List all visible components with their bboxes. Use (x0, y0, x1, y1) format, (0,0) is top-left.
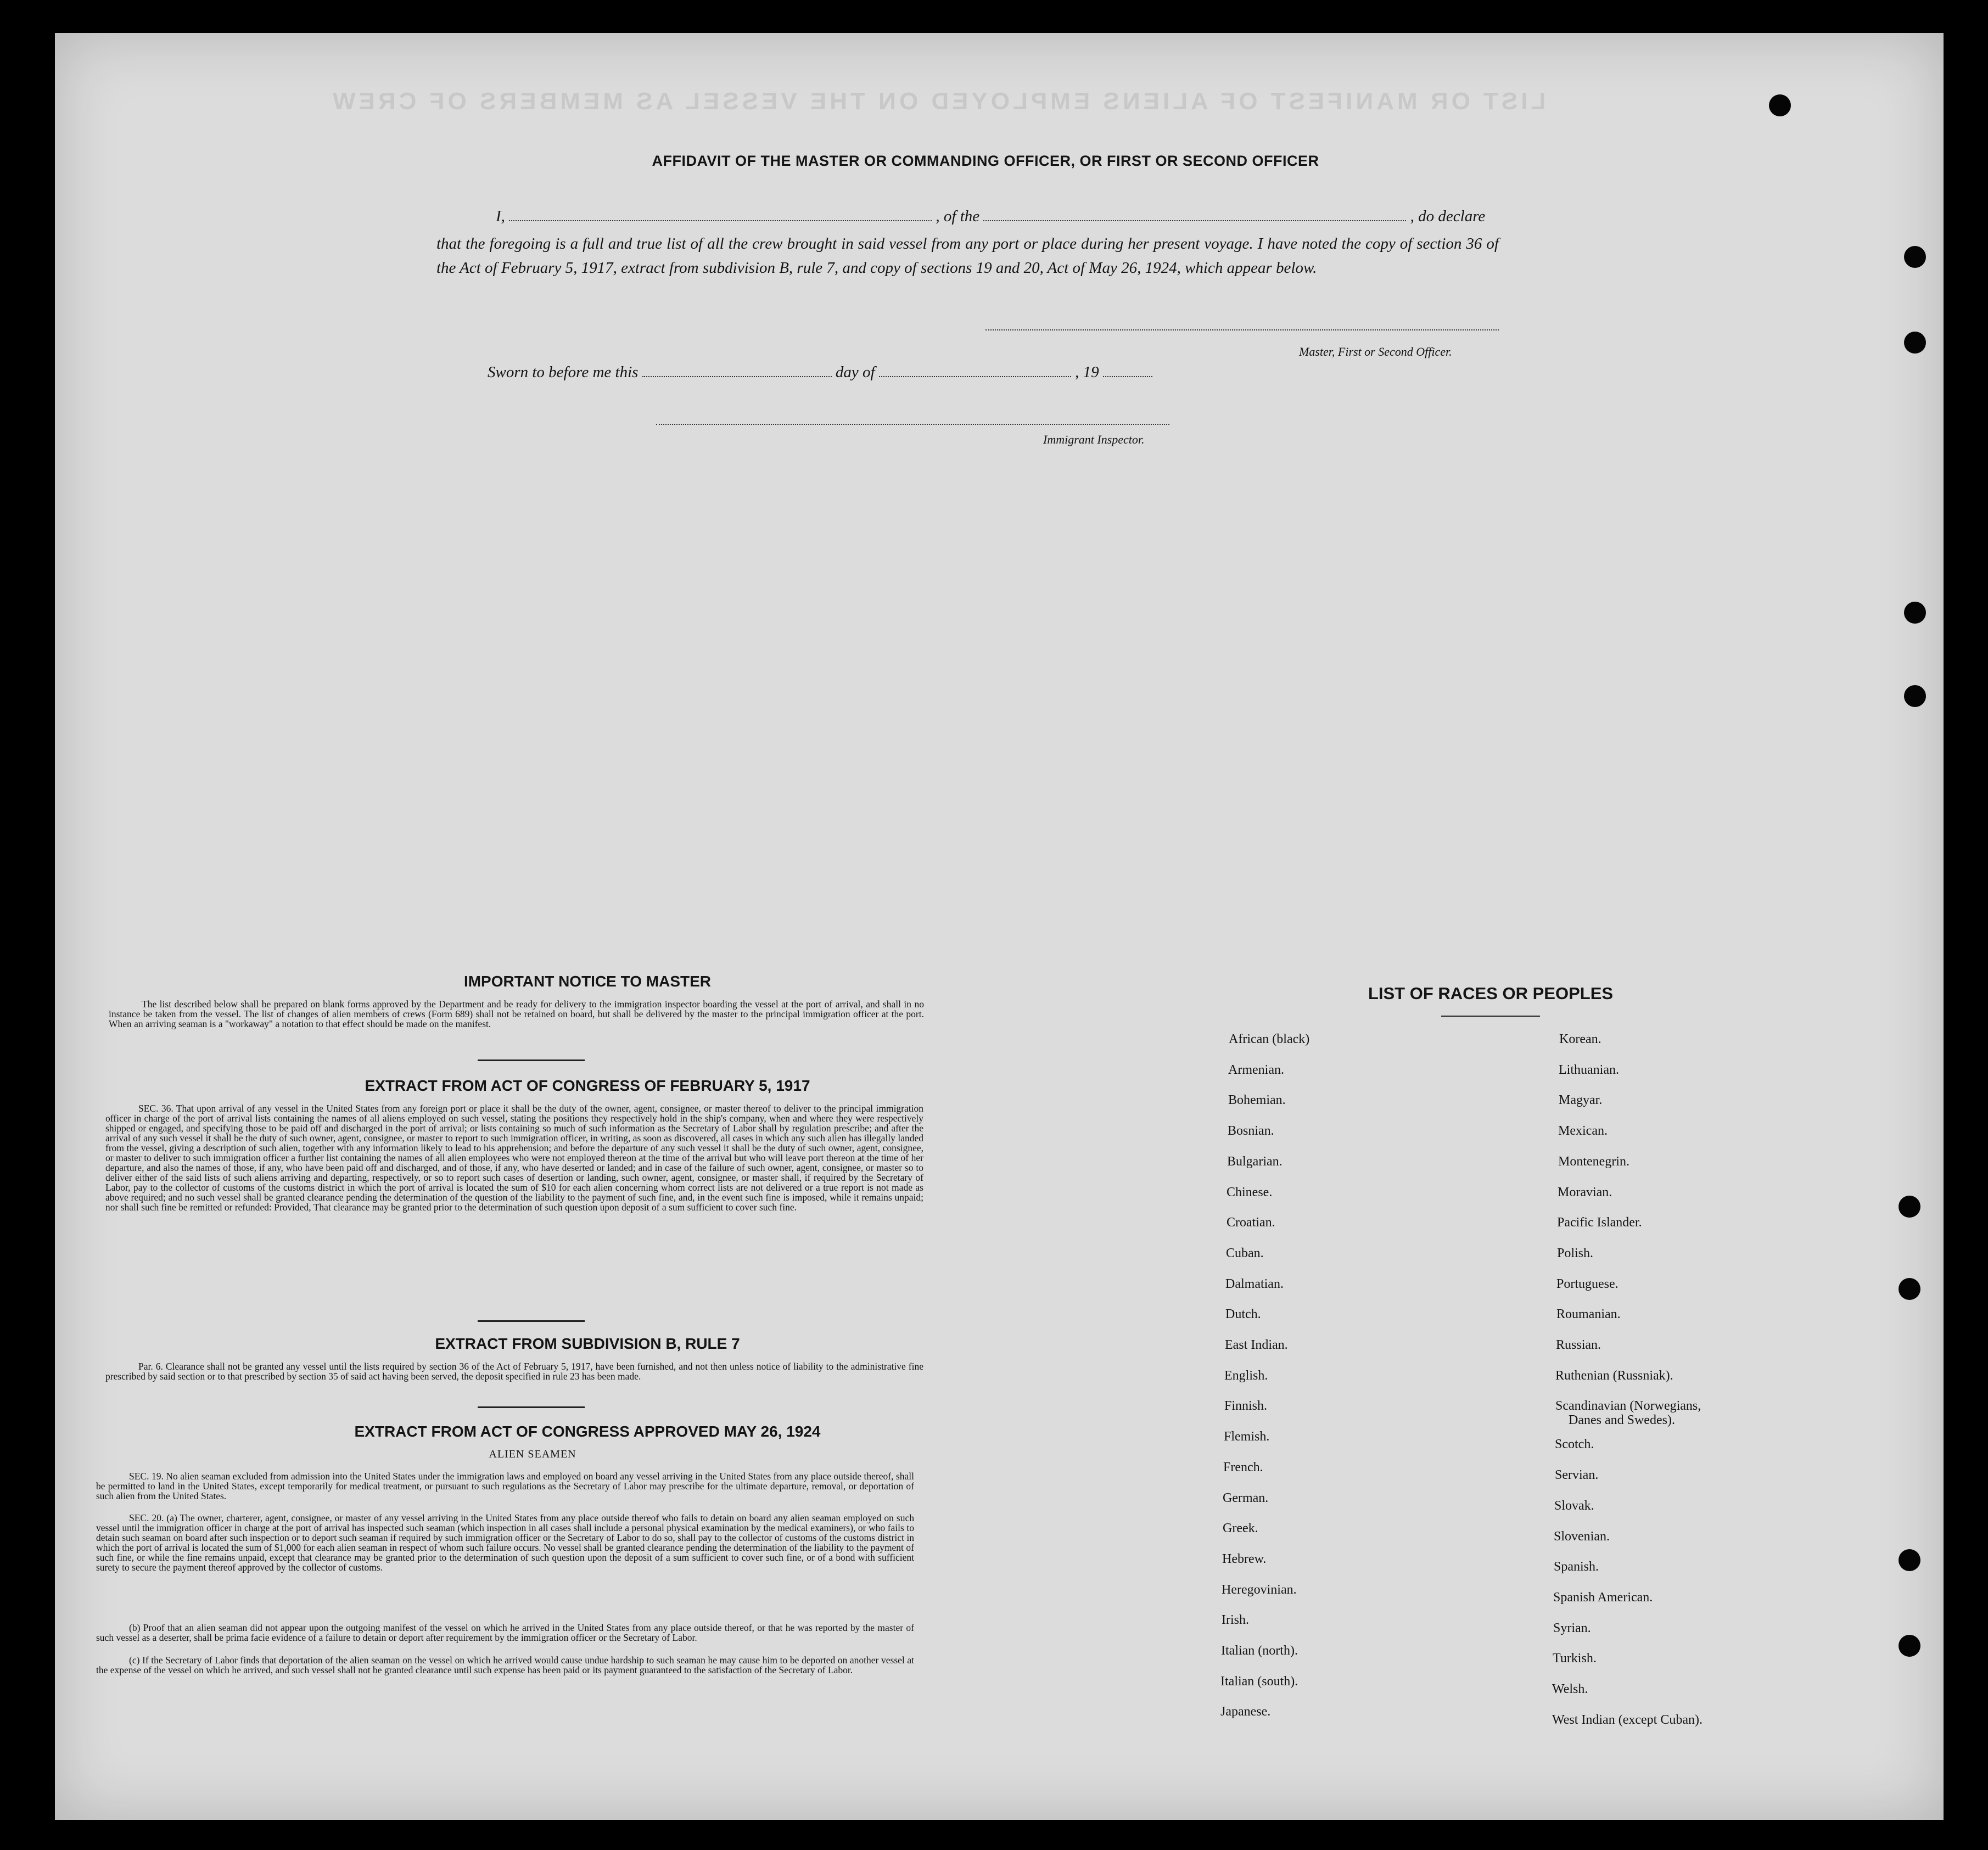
race-item: Pacific Islander. (1557, 1215, 1642, 1230)
affidavit-body: that the foregoing is a full and true list of all the crew brought in said vessel from any port or place during her present voyage. I have noted the copy of section 36 of the Act of February 5, 1917, extract from subdivision B, rule 7, and copy of sections 19 and 20, Act of May 26, 1924, which appear below. (436, 235, 1499, 277)
race-item: Welsh. (1552, 1682, 1588, 1696)
race-item: Korean. (1559, 1032, 1601, 1046)
race-item: Syrian. (1553, 1621, 1591, 1635)
race-item: Slovak. (1554, 1498, 1594, 1513)
divider (1441, 1016, 1540, 1017)
sec19-body: SEC. 19. No alien seaman excluded from admission into the United States under the immigration laws and employed on board any vessel arriving in the United States from any place outside thereof, shall be permitted to land in the United States, except temporarily for medical treatment, or pursuant to such regulations as the Secretary of Labor may prescribe for the ultimate departure, removal, or deportation of such alien from the United States. (96, 1471, 914, 1501)
race-item: African (black) (1229, 1032, 1310, 1046)
races-title: LIST OF RACES OR PEOPLES (1368, 984, 1614, 1003)
race-item: Cuban. (1226, 1246, 1264, 1260)
race-item: Scotch. (1555, 1437, 1594, 1452)
race-item: Montenegrin. (1558, 1154, 1629, 1169)
race-item: English. (1224, 1368, 1268, 1383)
race-item: Japanese. (1220, 1705, 1271, 1719)
sworn-year-blank[interactable] (1103, 376, 1152, 377)
year-prefix: , 19 (1075, 363, 1099, 381)
punch-hole (1769, 94, 1791, 116)
race-item: East Indian. (1225, 1338, 1288, 1352)
divider (478, 1059, 585, 1061)
race-item: Flemish. (1224, 1429, 1270, 1444)
divider (478, 1320, 585, 1322)
punch-hole (1899, 1549, 1920, 1571)
extract-rule7-title: EXTRACT FROM SUBDIVISION B, RULE 7 (435, 1335, 740, 1352)
race-item: Slovenian. (1554, 1529, 1610, 1544)
divider (478, 1406, 585, 1408)
race-item: Spanish. (1554, 1560, 1599, 1574)
master-signature-line[interactable] (985, 329, 1499, 330)
punch-hole (1904, 246, 1926, 268)
master-signature-label: Master, First or Second Officer. (1299, 345, 1452, 358)
race-item: Dalmatian. (1225, 1276, 1284, 1291)
race-item: French. (1223, 1460, 1263, 1475)
race-item: Portuguese. (1556, 1276, 1619, 1291)
race-item: Magyar. (1559, 1093, 1603, 1108)
race-item: West Indian (except Cuban). (1552, 1712, 1703, 1727)
extract-1924-title: EXTRACT FROM ACT OF CONGRESS APPROVED MAY 26, 1924 (354, 1423, 821, 1440)
race-item: Finnish. (1224, 1399, 1268, 1414)
race-item: Italian (north). (1221, 1644, 1298, 1658)
race-item: Russian. (1556, 1338, 1601, 1352)
sworn-label: Sworn to before me this (488, 363, 639, 381)
race-item: Scandinavian (Norwegians, Danes and Swedes). (1555, 1399, 1701, 1428)
punch-hole (1899, 1635, 1920, 1657)
sec20b-body: (b) Proof that an alien seaman did not appear upon the outgoing manifest of the vessel on which he arrived in the United States from any place outside thereof, or that he was reported by the master of such vessel as a deserter, shall be prima facie evidence of a failure to detain or deport after requirement by the immigration officer or the Secretary of Labor. (96, 1622, 914, 1643)
sec20c-body: (c) If the Secretary of Labor finds that deportation of the alien seaman on the vessel on which he arrived would cause undue hardship to such seaman he may cause him to be deported on another vessel at the expense of the vessel on which he arrived, and such vessel shall not be granted clearance until such expense has been paid or its payment guaranteed to the satisfaction of the Secretary of Labor. (96, 1655, 914, 1675)
race-item: Bosnian. (1228, 1124, 1274, 1139)
inspector-signature-line[interactable] (656, 424, 1169, 425)
race-item: Dutch. (1225, 1307, 1261, 1322)
day-of-label: day of (835, 363, 875, 381)
extract-rule7-body: Par. 6. Clearance shall not be granted any vessel until the lists required by section 36 of the Act of February 5, 1917, have been furnished, and not then unless notice of liability to the administrative fine prescribed by said section or to that prescribed by section 35 of said act having been served, the deposit specified in rule 23 has been made. (105, 1361, 923, 1382)
punch-hole (1904, 602, 1926, 624)
inspector-signature-label: Immigrant Inspector. (1043, 433, 1145, 446)
notice-title: IMPORTANT NOTICE TO MASTER (463, 973, 712, 990)
notice-body: The list described below shall be prepared on blank forms approved by the Department and be ready for delivery to the immigration inspector boarding the vessel at the port of arrival, and shall in no instance be taken from the vessel. The list of changes of alien members of crews (Form 689) shall not be retained on board, but shall be delivered by the master to the principal immigration officer at the port. When an arriving seaman is a "workaway" a notation to that effect should be made on the manifest. (109, 999, 924, 1029)
race-item: Mexican. (1558, 1124, 1608, 1139)
affidavit-declaration-line (496, 208, 1506, 226)
race-item: Roumanian. (1556, 1307, 1621, 1322)
sec20a-body: SEC. 20. (a) The owner, charterer, agent, consignee, or master of any vessel arriving in the United States from any place outside thereof who fails to detain on board any alien seaman employed on such vessel until the immigration officer in charge at the port of arrival has inspected such seaman (which inspection in all cases shall include a personal physical examination by the medical examiners), or who fails to detain such seaman on board after such inspection or to deport such seaman if required by such immigration officer or the Secretary of Labor to do so, shall pay to the collector of customs of the customs district in which the port of arrival is located the sum of $1,000 for each alien seaman in respect of whom such failure occurs. No vessel shall be granted clearance pending the determination of the liability to the payment of such fine, or while the fine remains unpaid, except that clearance may be granted prior to the determination of such question upon the deposit of a sum sufficient to cover such fine, or of a bond with sufficient surety to secure the payment thereof approved by the collector of customs. (96, 1512, 914, 1573)
race-item: Irish. (1222, 1613, 1249, 1628)
sworn-line (488, 363, 1179, 382)
race-item: Bohemian. (1228, 1093, 1286, 1108)
affidavit-title: AFFIDAVIT OF THE MASTER OR COMMANDING OFFICER, OR FIRST OR SECOND OFFICER (652, 153, 1319, 169)
race-item: Servian. (1555, 1468, 1599, 1483)
race-item: Italian (south). (1220, 1674, 1298, 1689)
race-item: Hebrew. (1222, 1551, 1267, 1566)
alien-seamen-subtitle: ALIEN SEAMEN (489, 1448, 576, 1460)
race-item: Spanish American. (1553, 1590, 1653, 1605)
i-label: I, (496, 208, 505, 225)
race-item: Armenian. (1228, 1062, 1284, 1077)
bleed-through-text: LIST OR MANIFEST OF ALIENS EMPLOYED ON THE VESSEL AS MEMBERS OF CREW (329, 88, 1546, 115)
race-item: Moravian. (1558, 1185, 1612, 1199)
punch-hole (1904, 685, 1926, 707)
extract-1917-body: SEC. 36. That upon arrival of any vessel in the United States from any foreign port or place it shall be the duty of the owner, agent, consignee, or master thereof to deliver to the principal immigration officer in charge of the port of arrival lists containing the names of all aliens employed on such vessel, stating the positions they respectively hold in the ship's company, when and where they were respectively shipped or engaged, and specifying those to be paid off and discharged in the port of arrival; or lists containing so much of such information as the Secretary of Labor shall by regulation prescribe; and after the arrival of any such vessel it shall be the duty of such owner, agent, consignee, or master to report to such immigration officer, in writing, as soon as discovered, all cases in which any such alien has illegally landed from the vessel, giving a description of such alien, together with any information likely to lead to his apprehension; and before the departure of any such vessel it shall be the duty of such owner, agent, consignee, or master to deliver to such immigration officer a further list containing the names of all alien employees who were not employed thereon at the time of the arrival but who will leave port thereon at the time of her departure, and also the names of those, if any, who have been paid off and discharged, and of those, if any, who have deserted or landed; and in case of the failure of such owner, agent, consignee, or master so to deliver either of the said lists of such aliens arriving and departing, respectively, or so to report such cases of desertion or landing, such owner, agent, consignee, or master shall, if required by the Secretary of Labor, pay to the collector of customs of the customs district in which the port of arrival is located the sum of $10 for each alien concerning whom correct lists are not delivered or a true report is not made as above required; and no such vessel shall be granted clearance pending the determination of the question of the liability to the payment of such fine, and, in the event such fine is imposed, while it remains unpaid; nor shall such fine be remitted or refunded: Provided, That clearance may be granted prior to the determination of such question upon deposit of a sum sufficient to cover such fine. (105, 1103, 923, 1213)
race-item: Turkish. (1553, 1651, 1597, 1666)
race-item: Greek. (1223, 1521, 1258, 1536)
punch-hole (1899, 1278, 1920, 1300)
punch-hole (1904, 332, 1926, 354)
of-the-label: , of the (936, 208, 980, 225)
race-item: Ruthenian (Russniak). (1555, 1368, 1673, 1383)
sworn-month-blank[interactable] (879, 376, 1071, 377)
name-blank[interactable] (509, 220, 932, 221)
punch-hole (1899, 1196, 1920, 1218)
race-item: Heregovinian. (1222, 1582, 1297, 1597)
race-item: Chinese. (1227, 1185, 1273, 1199)
race-item: Croatian. (1227, 1215, 1275, 1230)
race-item: Polish. (1557, 1246, 1594, 1260)
extract-1917-title: EXTRACT FROM ACT OF CONGRESS OF FEBRUARY 5, 1917 (365, 1077, 810, 1094)
do-declare-label: , do declare (1410, 208, 1486, 225)
race-item: Bulgarian. (1227, 1154, 1283, 1169)
race-item: German. (1223, 1490, 1269, 1505)
vessel-blank[interactable] (983, 220, 1406, 221)
sworn-day-blank[interactable] (642, 376, 832, 377)
race-item: Lithuanian. (1559, 1062, 1619, 1077)
